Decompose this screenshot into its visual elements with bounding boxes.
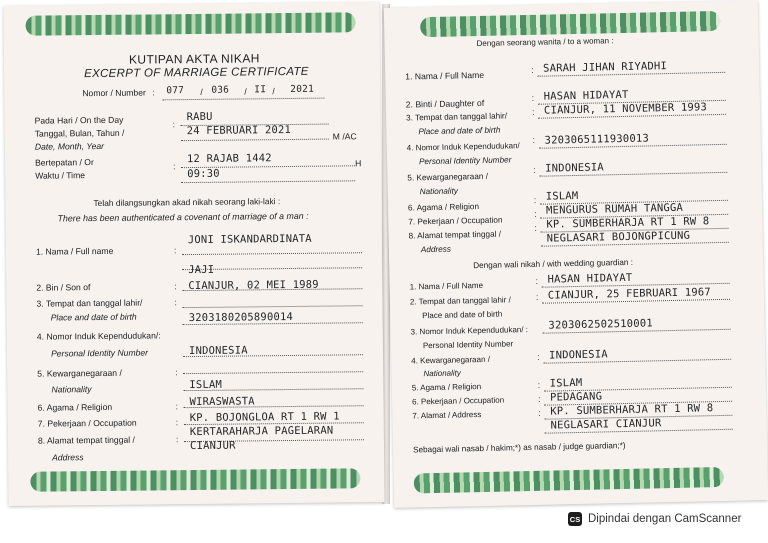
day-label: Pada Hari / On the Day xyxy=(34,114,124,126)
groom-nationality-label-en: Nationality xyxy=(51,384,92,395)
ornamental-border-bottom xyxy=(30,468,360,491)
guardian-nik-value: 3203062502510001 xyxy=(548,317,653,332)
guardian-heading: Dengan wali nikah / with wedding guardian : xyxy=(473,257,634,271)
number-part-2: 036 xyxy=(211,84,230,96)
groom-nationality-value: INDONESIA xyxy=(188,344,248,358)
groom-name-label: 1. Nama / Full name xyxy=(35,245,114,257)
number-part-1: 077 xyxy=(166,85,185,97)
bride-address-line-1: KP. SUMBERHARJA RT 1 RW 8 xyxy=(546,215,710,231)
bride-birth-value: CIANJUR, 11 NOVEMBER 1993 xyxy=(543,101,708,117)
era-suffix: M /AC xyxy=(332,131,357,142)
guardian-religion-label: 5. Agama / Religion xyxy=(411,382,482,393)
hijri-label: Bertepatan / Or xyxy=(34,157,94,168)
guardian-religion-value: ISLAM xyxy=(549,376,583,390)
guardian-occupation-value: PEDAGANG xyxy=(549,390,603,404)
number-part-4: 2021 xyxy=(290,83,315,95)
left-page: KUTIPAN AKTA NIKAH EXCERPT OF MARRIAGE CERTIFICATE Nomor / Number : 077 / 036 / II / 2021 Pada Hari / On the Day Tanggal, Bulan, Tahun / Date, Month, Year Bertepatan / Or Waktu / Time : : RABU 24 FEBRUARI 2021 M /AC 12 RAJAB 1442 H 09:30 Telah dilangsungkan akad nikah seorang laki-laki : There has been authenticated a covenant of marriage of a man : 1. Nama / Full name 2. Bin / Son of 3. Tempat dan tanggal lahir/ Place and date of birth 4. Nomor Induk Kependudukan/: Personal Identity Number 5. Kewarganegaraan / Nationality 6. Agama / Religion 7. Pekerjaan / Occupation 8. Alamat tempat tinggal / Address : : : : : : : JONI ISKANDARDINATA JAJI CIANJUR, 02 MEI 1989 3203180205890014 INDONESIA ISLAM WIRASWASTA KP. BOJONGLOA RT 1 RW 1 KERTARAHARJA PAGELARAN CIANJUR xyxy=(3,2,384,506)
bride-nationality-label: 5. Kewarganegaraan / xyxy=(407,171,489,183)
bride-birth-label: 3. Tempat dan tanggal lahir/ xyxy=(406,111,508,123)
bride-nationality-label-en: Nationality xyxy=(419,186,458,197)
statement: Telah dilangsungkan akad nikah seorang laki-laki : xyxy=(93,196,281,209)
guardian-birth-value: CIANJUR, 25 FEBRUARI 1967 xyxy=(547,286,712,302)
groom-birth-label: 3. Tempat dan tanggal lahir/ xyxy=(36,297,143,309)
bride-occupation-label: 7. Pekerjaan / Occupation xyxy=(408,215,503,227)
groom-address-line-1: KP. BOJONGLOA RT 1 RW 1 xyxy=(189,410,340,425)
number-label: Nomor / Number xyxy=(82,87,146,99)
certificate-title-en: EXCERPT OF MARRIAGE CERTIFICATE xyxy=(84,65,309,81)
hijri-value: 12 RAJAB 1442 xyxy=(186,152,272,166)
camscanner-text: Dipindai dengan CamScanner xyxy=(588,513,742,525)
ornamental-border-top xyxy=(25,12,355,35)
ornamental-border-bottom-right xyxy=(414,467,724,493)
bride-address-line-2: NEGLASARI BOJONGPICUNG xyxy=(546,229,691,245)
guardian-birth-label: 2. Tempat dan tanggal lahir / xyxy=(409,295,511,307)
guardian-name-label: 1. Nama / Full Name xyxy=(409,280,484,292)
bride-daughter-of-label: 2. Binti / Daughter of xyxy=(405,97,485,110)
statement-en: There has been authenticated a covenant of marriage of a man : xyxy=(57,210,309,224)
guardian-address-line-2: NEGLASARI CIANJUR xyxy=(550,417,662,432)
bride-nik-label-en: Personal Identity Number xyxy=(418,155,512,167)
guardian-birth-label-en: Place and date of birth xyxy=(422,309,503,321)
time-label: Waktu / Time xyxy=(35,170,86,181)
groom-nik-label: 4. Nomor Induk Kependudukan/: xyxy=(36,330,161,342)
guardian-nik-label: 3. Nomor Induk Kependudukan/ : xyxy=(410,325,529,337)
bride-birth-label-en: Place and date of birth xyxy=(418,125,501,137)
bride-heading: Dengan seorang wanita / to a woman : xyxy=(476,36,614,49)
guardian-nik-label-en: Personal Identity Number xyxy=(422,339,514,351)
guardian-address-line-1: KP. SUMBERHARJA RT 1 RW 8 xyxy=(550,402,714,418)
day-value: RABU xyxy=(186,110,213,124)
guardian-occupation-label: 6. Pekerjaan / Occupation xyxy=(411,395,505,407)
groom-address-line-2: KERTARAHARJA PAGELARAN xyxy=(189,424,334,439)
number-part-3: II xyxy=(254,84,267,96)
certificate-title: KUTIPAN AKTA NIKAH xyxy=(128,51,260,67)
guardian-nationality-label-en: Nationality xyxy=(423,368,461,379)
camscanner-icon: CS xyxy=(568,512,582,526)
groom-occupation-label: 7. Pekerjaan / Occupation xyxy=(37,417,137,429)
guardian-nationality-value: INDONESIA xyxy=(548,348,608,362)
groom-nik-label-en: Personal Identity Number xyxy=(50,347,149,359)
bride-address-label-en: Address xyxy=(420,244,452,255)
groom-address-label: 8. Alamat tempat tinggal / xyxy=(37,434,135,446)
bride-name-value: SARAH JIHAN RIYADHI xyxy=(542,60,668,75)
bride-religion-value: ISLAM xyxy=(545,189,579,203)
guardian-nationality-label: 4. Kewarganegaraan / xyxy=(411,354,491,366)
groom-birth-value: CIANJUR, 02 MEI 1989 xyxy=(188,278,319,293)
groom-address-line-3: CIANJUR xyxy=(189,439,236,453)
date-value: 24 FEBRUARI 2021 xyxy=(186,123,292,138)
bride-address-label: 8. Alamat tempat tinggal / xyxy=(408,229,502,241)
bride-nationality-value: INDONESIA xyxy=(545,161,605,175)
groom-nik-value: 3203180205890014 xyxy=(188,310,294,325)
bride-nik-label: 4. Nomor Induk Kependudukan/ xyxy=(406,141,520,153)
groom-religion-label: 6. Agama / Religion xyxy=(37,401,113,413)
groom-address-label-en: Address xyxy=(52,452,84,463)
groom-son-of-label: 2. Bin / Son of xyxy=(36,282,91,293)
groom-son-of-value: JAJI xyxy=(188,263,215,277)
hijri-suffix: H xyxy=(355,158,362,169)
right-page: Dengan seorang wanita / to a woman : 1. Nama / Full Name 2. Binti / Daughter of 3. Tempat dan tanggal lahir/ Place and date of birth 4. Nomor Induk Kependudukan/ Personal Identity Number 5. Kewarganegaraan / Nationality 6. Agama / Religion 7. Pekerjaan / Occupation 8. Alamat tempat tinggal / Address : : : : : : : : SARAH JIHAN RIYADHI HASAN HIDAYAT CIANJUR, 11 NOVEMBER 1993 3203065111930013 INDONESIA ISLAM MENGURUS RUMAH TANGGA KP. SUMBERHARJA RT 1 RW 8 NEGLASARI BOJONGPICUNG Dengan wali nikah / with wedding guardian : 1. Nama / Full Name 2. Tempat dan tanggal lahir / Place and date of birth 3. Nomor Induk Kependudukan/ : Personal Identity Number 4. Kewarganegaraan / Nationality 5. Agama / Religion 6. Pekerjaan / Occupation 7. Alamat / Address : : : : : : HASAN HIDAYAT CIANJUR, 25 FEBRUARI 1967 3203062502510001 INDONESIA ISLAM PEDAGANG KP. SUMBERHARJA RT 1 RW 8 NEGLASARI CIANJUR Sebagai wali nasab / hakim;*) as nasab / judge guardian;*) xyxy=(384,0,768,508)
bride-nik-value: 3203065111930013 xyxy=(544,132,650,147)
bride-name-label: 1. Nama / Full Name xyxy=(405,69,485,82)
groom-occupation-value: WIRASWASTA xyxy=(189,395,255,409)
bride-religion-label: 6. Agama / Religion xyxy=(407,202,480,213)
guardian-address-label: 7. Alamat / Address xyxy=(412,410,482,421)
bride-daughter-of-value: HASAN HIDAYAT xyxy=(543,88,629,103)
time-value: 09:30 xyxy=(187,167,220,181)
ornamental-border-top-right xyxy=(420,11,720,37)
bride-occupation-value: MENGURUS RUMAH TANGGA xyxy=(545,201,684,217)
groom-nationality-label: 5. Kewarganegaraan / xyxy=(37,367,122,379)
date-label: Tanggal, Bulan, Tahun / xyxy=(34,127,125,139)
groom-name-value: JONI ISKANDARDINATA xyxy=(187,232,312,247)
guardian-name-value: HASAN HIDAYAT xyxy=(547,271,633,286)
date-label-en: Date, Month, Year xyxy=(34,140,105,152)
groom-birth-label-en: Place and date of birth xyxy=(50,311,137,323)
guardian-type-note: Sebagai wali nasab / hakim;*) as nasab / judge guardian;*) xyxy=(412,441,626,455)
camscanner-watermark xyxy=(568,512,741,526)
groom-religion-value: ISLAM xyxy=(189,378,223,392)
